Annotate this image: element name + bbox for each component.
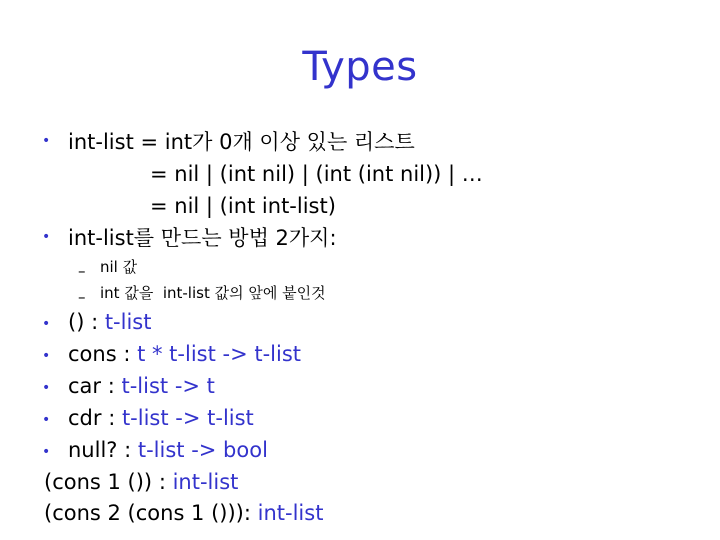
example-line — [44, 501, 323, 525]
example-line — [44, 470, 238, 494]
sig-type: t * t-list -> t-list — [137, 342, 302, 366]
example-type: int-list — [257, 501, 324, 525]
sig-name: cdr — [68, 406, 102, 430]
example-type: int-list — [172, 470, 239, 494]
def-line-3: = nil | (int int-list) — [150, 194, 336, 218]
sig-name: null? — [68, 438, 118, 462]
sig-type: t-list -> t — [121, 374, 215, 398]
bullet-icon: • — [42, 412, 51, 428]
bullet-icon: • — [42, 444, 51, 460]
example-sep: : — [243, 501, 258, 525]
sig-type: t-list -> t-list — [121, 406, 254, 430]
dash-icon: – — [78, 262, 86, 280]
sig-sep: : — [117, 438, 138, 462]
example-sep: : — [152, 470, 173, 494]
bullet-icon: • — [42, 316, 51, 332]
sig-name: cons — [68, 342, 117, 366]
make-heading: int-list를 만드는 방법 2가지: — [68, 226, 337, 250]
bullet-icon: • — [42, 348, 51, 364]
sig-sep: : — [116, 342, 138, 366]
bullet-icon: • — [42, 229, 51, 245]
bullet-icon: • — [42, 380, 51, 396]
sig-line — [68, 406, 254, 430]
def-line-1: int-list = int가 0개 이상 있는 리스트 — [68, 130, 415, 154]
example-expr: (cons 1 ()) — [44, 470, 153, 494]
make-sub-2: int 값을 int-list 값의 앞에 붙인것 — [100, 284, 326, 302]
sig-sep: : — [84, 310, 105, 334]
sig-type: t-list -> bool — [137, 438, 268, 462]
sig-line — [68, 310, 151, 334]
sig-name: car — [68, 374, 102, 398]
sig-line — [68, 374, 215, 398]
sig-type: t-list — [104, 310, 152, 334]
sig-sep: : — [101, 374, 122, 398]
def-line-2: = nil | (int nil) | (int (int nil)) | … — [150, 162, 483, 186]
make-sub-1: nil 값 — [100, 258, 138, 276]
sig-name: () — [68, 310, 85, 334]
dash-icon: – — [78, 288, 86, 306]
slide-title: Types — [302, 44, 418, 90]
sig-line — [68, 342, 301, 366]
example-expr: (cons 2 (cons 1 ())) — [44, 501, 244, 525]
bullet-icon: • — [42, 133, 51, 149]
sig-line — [68, 438, 268, 462]
sig-sep: : — [101, 406, 122, 430]
